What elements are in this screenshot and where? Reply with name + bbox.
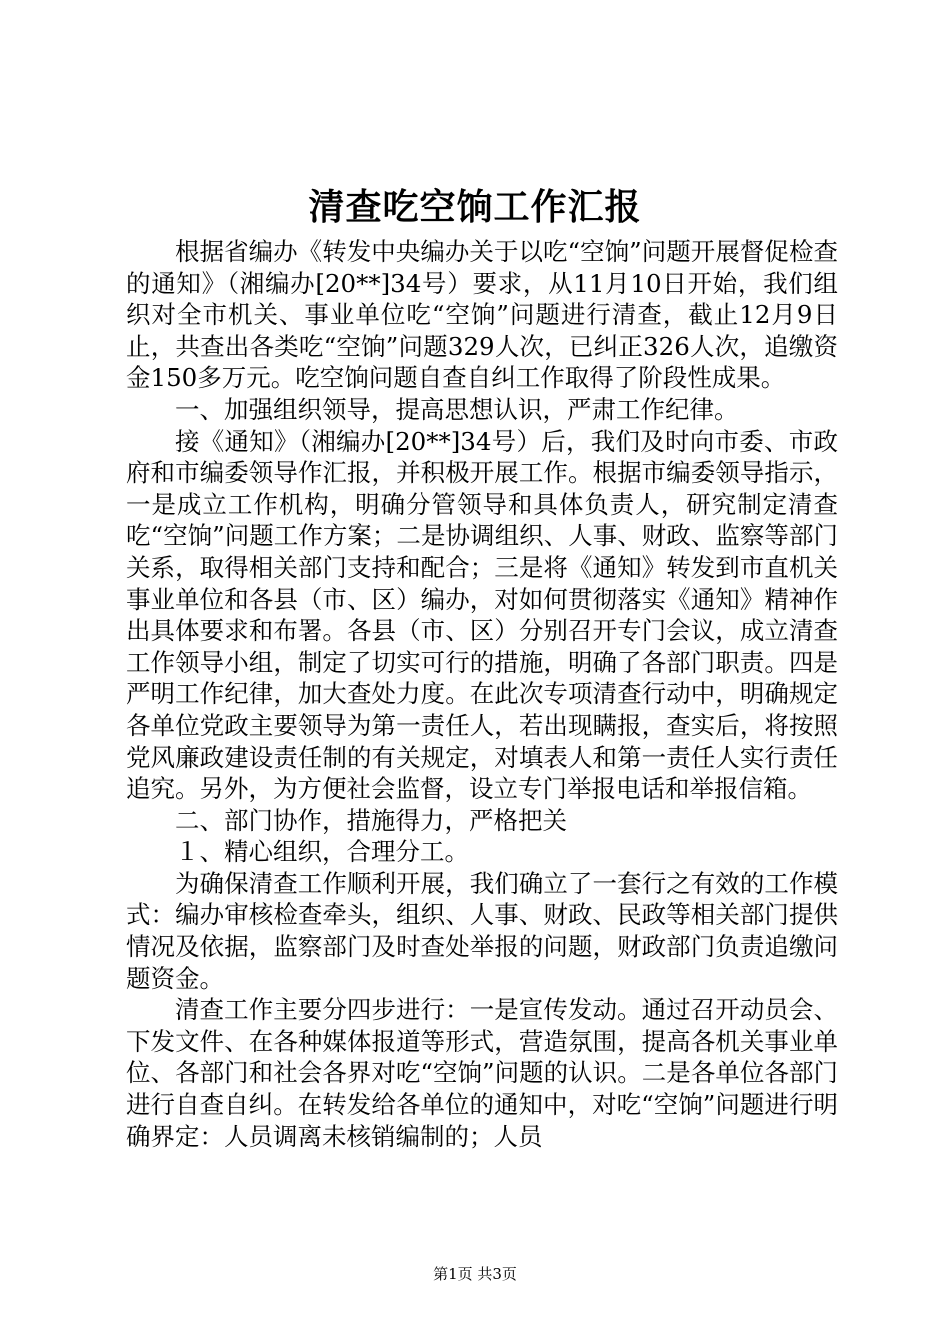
paragraph-work-model: 为确保清查工作顺利开展，我们确立了一套行之有效的工作模式：编办审核检查牵头，组织、人事、财政、民政等相关部门提供情况及依据，监察部门及时查处举报的问题，财政部门负责追缴问题资金。 — [126, 868, 838, 993]
page-footer: 第1页 共3页 — [433, 1265, 517, 1283]
subsection-heading-1: １、精心组织，合理分工。 — [175, 837, 469, 867]
document-title: 清查吃空饷工作汇报 — [308, 186, 642, 228]
section-heading-1: 一、加强组织领导，提高思想认识，严肃工作纪律。 — [175, 394, 739, 424]
paragraph-intro: 根据省编办《转发中央编办关于以吃“空饷”问题开展督促检查的通知》（湘编办[20**]34号）要求，从11月10日开始，我们组织对全市机关、事业单位吃“空饷”问题进行清查，截止12月9日止，共查出各类吃“空饷”问题329人次，已纠正326人次，追缴资金150多万元。吃空饷问题自查自纠工作取得了阶段性成果。 — [126, 237, 838, 393]
document-body — [126, 236, 838, 1152]
paragraph-four-steps: 清查工作主要分四步进行：一是宣传发动。通过召开动员会、下发文件、在各种媒体报道等形式，营造氛围，提高各机关事业单位、各部门和社会各界对吃“空饷”问题的认识。二是各单位各部门进行自查自纠。在转发给各单位的通知中，对吃“空饷”问题进行明确界定：人员调离未核销编制的；人员 — [126, 995, 838, 1151]
section-heading-2: 二、部门协作，措施得力，严格把关 — [175, 805, 567, 835]
paragraph-section-1: 接《通知》（湘编办[20**]34号）后，我们及时向市委、市政府和市编委领导作汇报，并积极开展工作。根据市编委领导指示，一是成立工作机构，明确分管领导和具体负责人，研究制定清查吃“空饷”问题工作方案；二是协调组织、人事、财政、监察等部门关系，取得相关部门支持和配合；三是将《通知》转发到市直机关事业单位和各县（市、区）编办，对如何贯彻落实《通知》精神作出具体要求和布署。各县（市、区）分别召开专门会议，成立清查工作领导小组，制定了切实可行的措施，明确了各部门职责。四是严明工作纪律，加大查处力度。在此次专项清查行动中，明确规定各单位党政主要领导为第一责任人，若出现瞒报，查实后，将按照党风廉政建设责任制的有关规定，对填表人和第一责任人实行责任追究。另外，为方便社会监督，设立专门举报电话和举报信箱。 — [126, 426, 838, 804]
